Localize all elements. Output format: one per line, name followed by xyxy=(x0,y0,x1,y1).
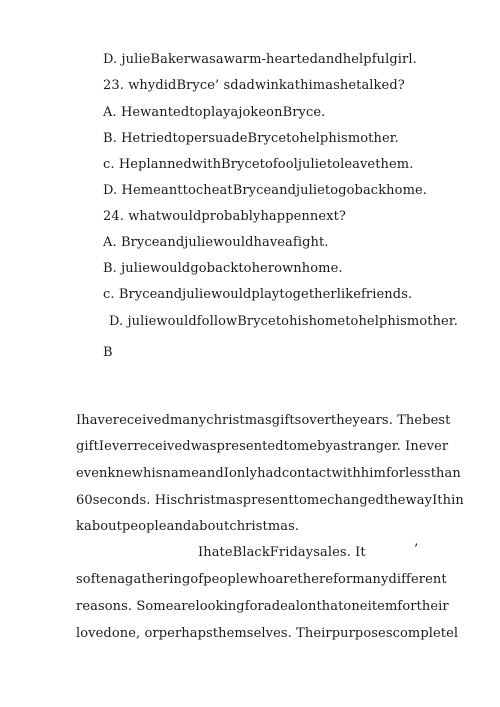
q24-option-c: c. Bryceandjuliewouldplaytogetherlikefriends. xyxy=(103,287,413,302)
passage-line-7: softenagatheringofpeoplewhoarethereformanydifferent xyxy=(76,572,447,587)
q24-option-a: A. Bryceandjuliewouldhaveafight. xyxy=(103,235,329,250)
q24-option-d: D. juliewouldfollowBrycetohishometohelphismother. xyxy=(109,314,458,329)
q23-option-c: c. HeplannedwithBrycetofooljulietoleavethem. xyxy=(103,157,414,172)
q23-option-a: A. HewantedtoplayajokeonBryce. xyxy=(103,105,326,120)
q23-question: 23. whydidBryce’ sdadwinkathimashetalked? xyxy=(103,78,405,93)
q24-option-b: B. juliewouldgobacktoherownhome. xyxy=(103,261,343,276)
q23-option-b: B. HetriedtopersuadeBrycetohelphismother. xyxy=(103,131,399,146)
passage-line-3: evenknewhisnameandIonlyhadcontactwithhimforlessthan xyxy=(76,466,461,481)
passage-line-4: 60seconds. HischristmaspresenttomechangedthewayIthin xyxy=(76,493,464,508)
answer-label: B xyxy=(103,345,113,360)
q23-option-d: D. HemeanttocheatBryceandjulietogobackhome. xyxy=(103,183,428,198)
passage-line-8: reasons. Somearelookingforadealonthatoneitemfortheir xyxy=(76,599,449,614)
passage-line-2: giftIeverreceivedwaspresentedtomebyastranger. Inever xyxy=(76,439,449,454)
passage-apostrophe-mark: ’ xyxy=(414,542,419,557)
passage-line-9: lovedone, orperhapsthemselves. Theirpurposescompletel xyxy=(76,626,459,641)
q22-option-d: D. julieBakerwasawarm-heartedandhelpfulgirl. xyxy=(103,52,417,67)
q24-question: 24. whatwouldprobablyhappennext? xyxy=(103,209,346,224)
passage-line-5: kaboutpeopleandaboutchristmas. xyxy=(76,519,300,534)
passage-line-1: Ihavereceivedmanychristmasgiftsovertheyears. Thebest xyxy=(76,413,451,428)
passage-line-6: IhateBlackFridaysales. It xyxy=(198,545,366,560)
